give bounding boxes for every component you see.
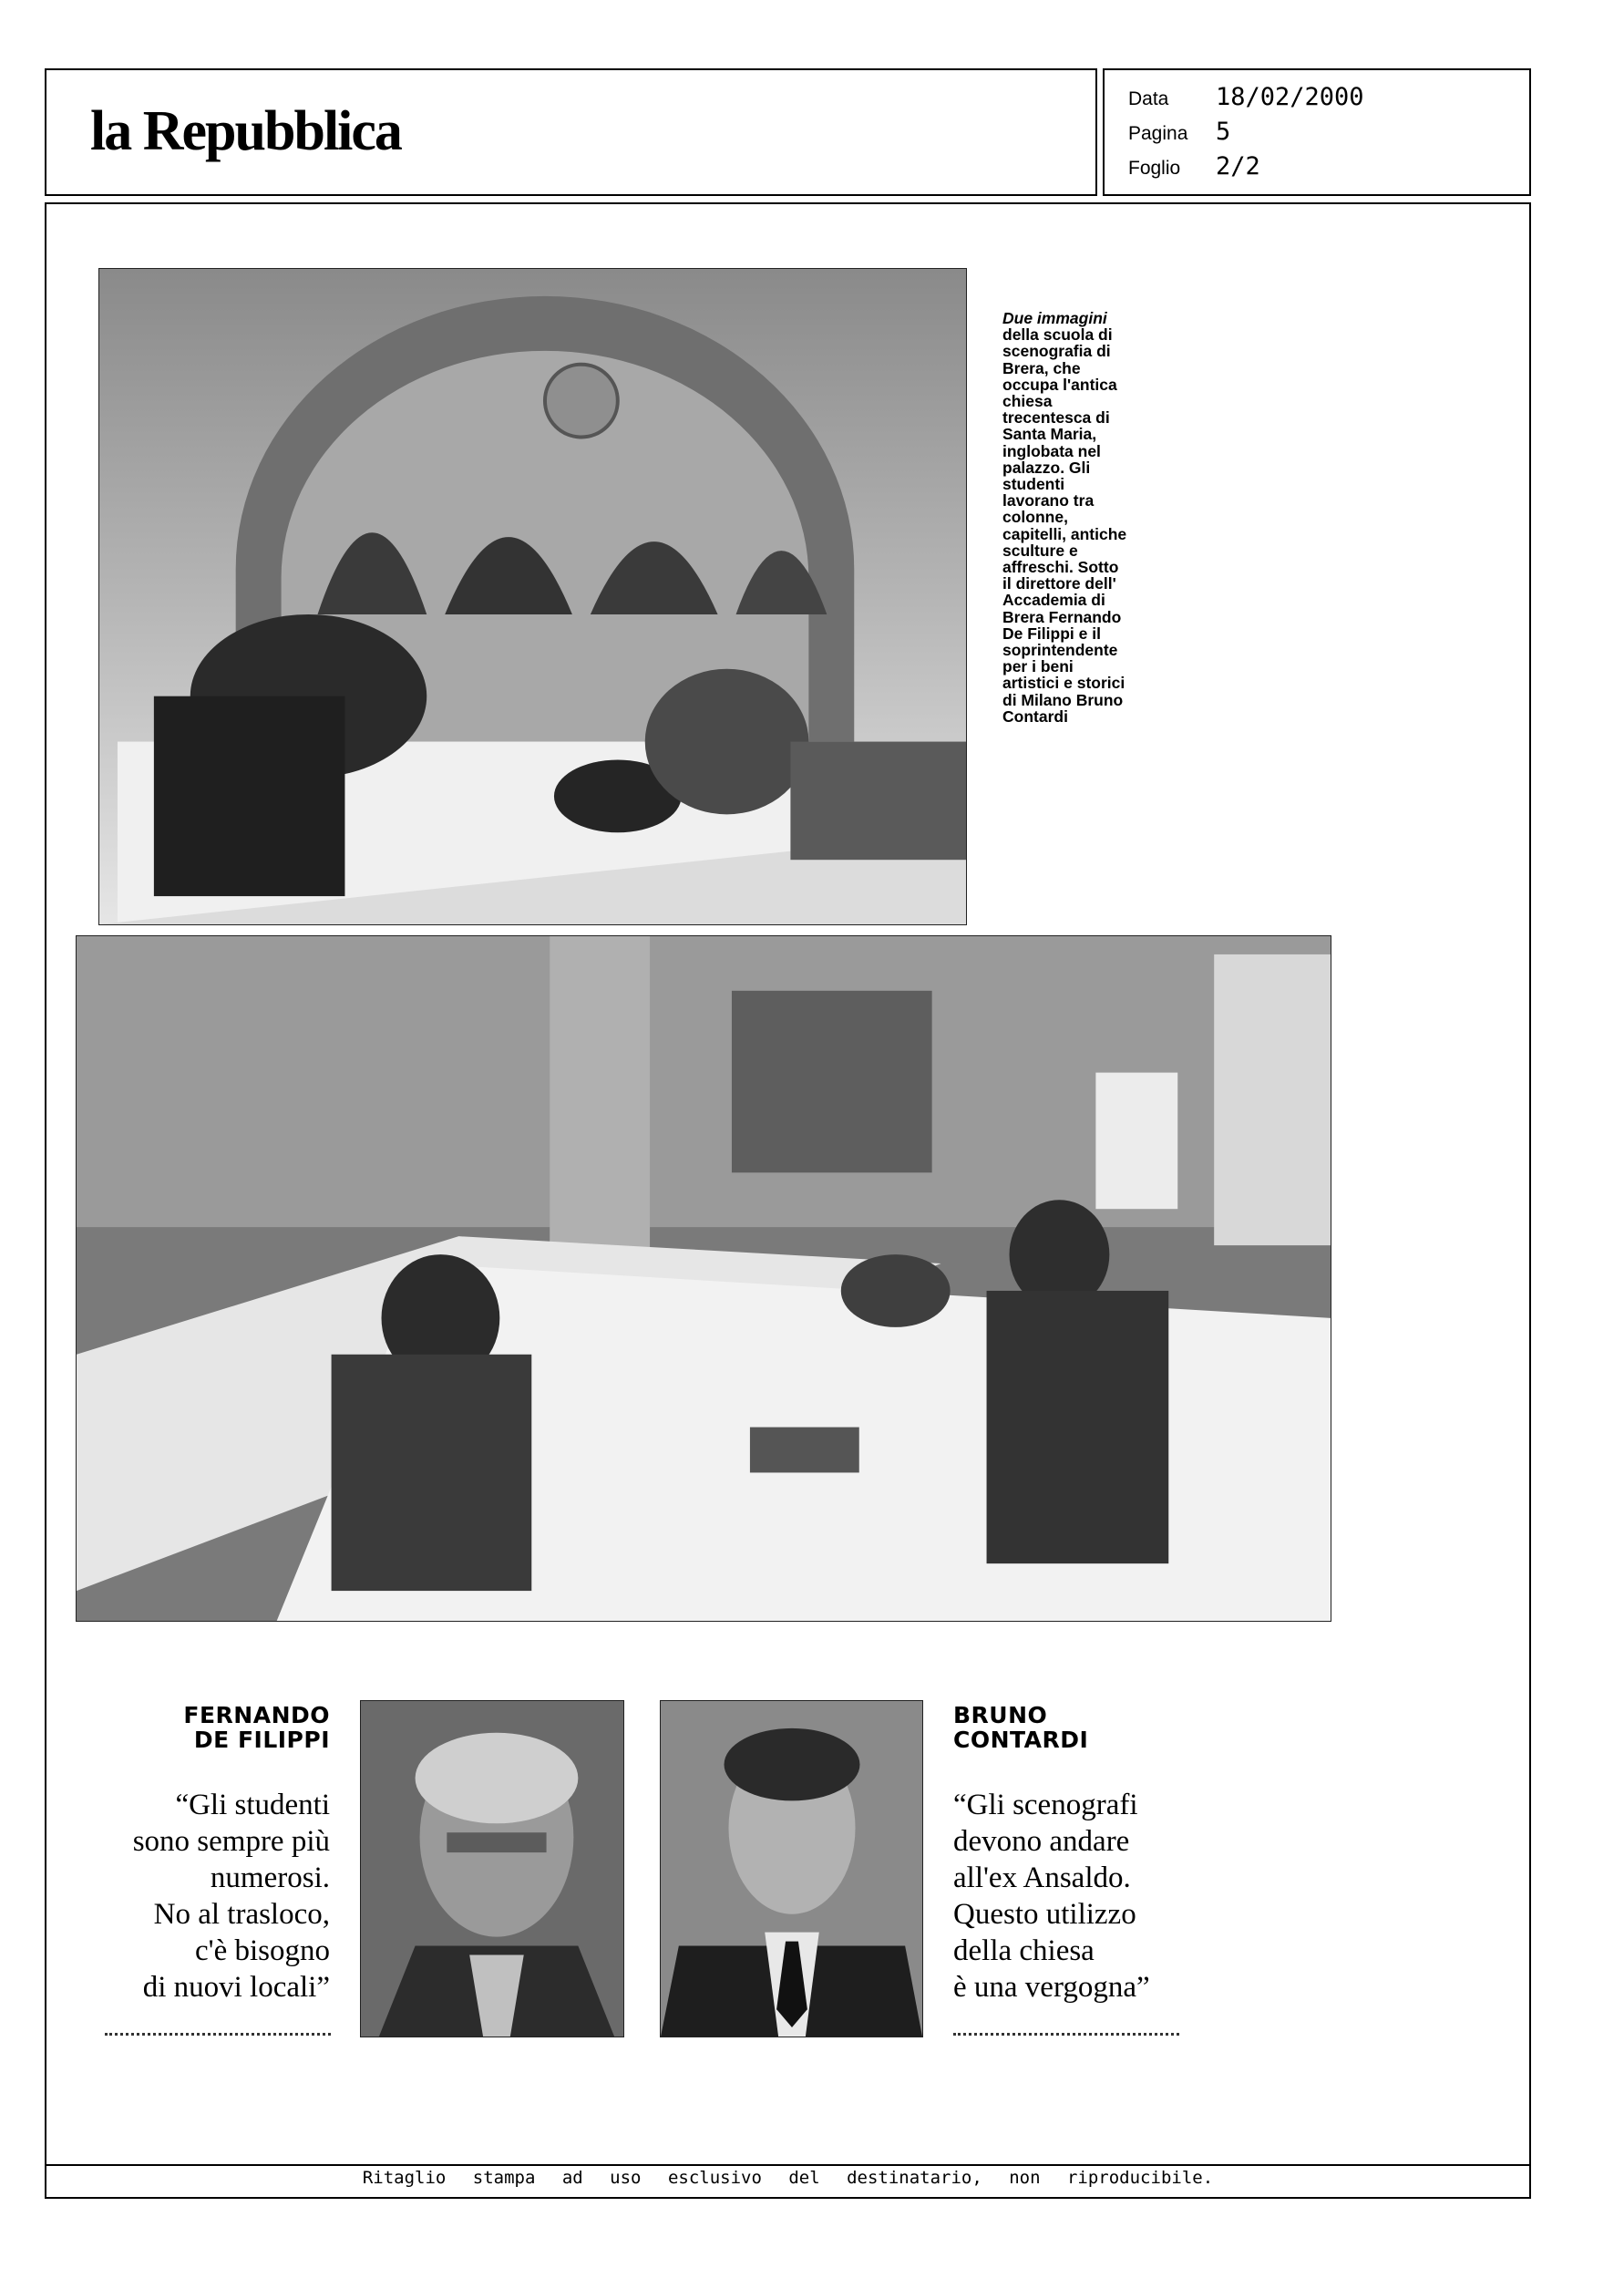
photo-studio-tables	[76, 935, 1331, 1622]
info-row-pagina	[1128, 118, 1230, 146]
portrait-de-filippi	[360, 1700, 624, 2037]
portrait-contardi-image	[661, 1701, 922, 2037]
footer-divider	[45, 2164, 1531, 2166]
photo-students-under-arch-image	[99, 269, 966, 924]
portrait-de-filippi-image	[361, 1701, 623, 2037]
photo-studio-tables-image	[77, 936, 1331, 1621]
photo-caption	[1002, 310, 1130, 725]
foglio-label: Foglio	[1128, 158, 1181, 179]
data-label: Data	[1128, 88, 1169, 109]
pagina-label: Pagina	[1128, 123, 1188, 144]
foglio-value: 2/2	[1216, 152, 1260, 180]
masthead-box	[45, 68, 1097, 196]
info-row-foglio	[1128, 152, 1260, 180]
name-left-line1: FERNANDO	[183, 1702, 330, 1728]
info-row-data	[1128, 83, 1364, 111]
quote-left-rule	[105, 2033, 331, 2038]
caption-lead: Due immagini	[1002, 309, 1107, 327]
quote-right-rule	[953, 2033, 1179, 2038]
portrait-contardi	[660, 1700, 923, 2037]
caption-body: della scuola di scenografia di Brera, che occupa l'antica chiesa trecentesca di Santa Maria, inglobata nel palazzo. Gli studenti lavorano tra colonne, capitelli, antiche sculture e affreschi. Sotto il direttore dell' Accademia di Brera Fernando De Filippi e il soprintendente per i beni artistici e storici di Milano Bruno Contardi	[1002, 325, 1127, 726]
name-right-line1: BRUNO	[953, 1702, 1048, 1728]
name-right-line2: CONTARDI	[953, 1727, 1089, 1753]
quote-de-filippi: “Gli studenti sono sempre più numerosi. No al trasloco, c'è bisogno di nuovi locali”	[132, 1789, 330, 2004]
name-bruno-contardi	[953, 1703, 1192, 1752]
clipping-info-box	[1103, 68, 1531, 196]
quote-contardi: “Gli scenografi devono andare all'ex Ansaldo. Questo utilizzo della chiesa è una vergogna”	[953, 1789, 1150, 2004]
footer-notice: Ritaglio stampa ad uso esclusivo del destinatario, non riproducibile.	[362, 2168, 1214, 2188]
name-fernando-de-filippi	[91, 1703, 330, 1752]
photo-students-under-arch	[98, 268, 967, 925]
newspaper-logo: la Repubblica	[90, 100, 401, 162]
pagina-value: 5	[1216, 118, 1231, 146]
name-left-line2: DE FILIPPI	[193, 1727, 330, 1753]
data-value: 18/02/2000	[1216, 83, 1364, 111]
